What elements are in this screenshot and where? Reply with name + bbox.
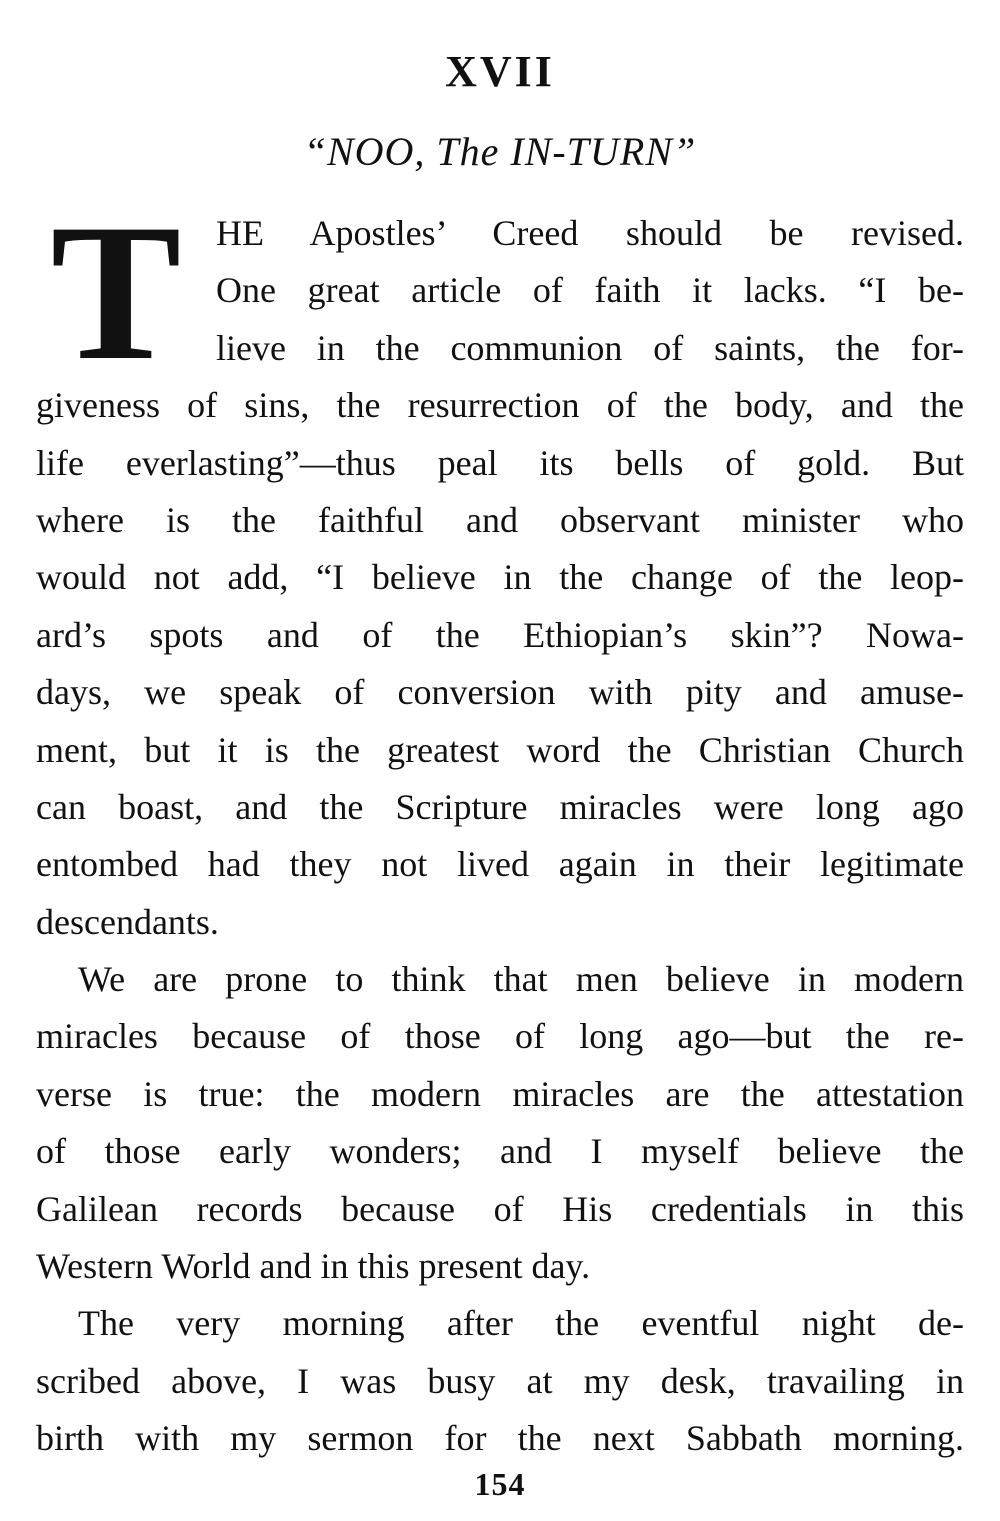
- chapter-title: “NOO, The IN-TURN”: [303, 129, 697, 174]
- text-line: One great article of faith it lacks. “I be-: [216, 270, 964, 311]
- text-line: Galilean records because of His credentials in this: [36, 1188, 964, 1229]
- text-line: life everlasting”—thus peal its bells of gold. But: [36, 442, 964, 483]
- text-line: would not add, “I believe in the change of the leop-: [36, 557, 964, 598]
- paragraph-2: [36, 951, 964, 1295]
- text-line: miracles because of those of long ago—but the re-: [36, 1016, 964, 1057]
- text-line: where is the faithful and observant minister who: [36, 499, 964, 540]
- text-line: We are prone to think that men believe in modern: [78, 959, 964, 1000]
- text-line: descendants.: [36, 901, 219, 942]
- text-line: can boast, and the Scripture miracles were long ago: [36, 786, 964, 827]
- body-text: [36, 184, 964, 1468]
- text-line: ment, but it is the greatest word the Christian Church: [36, 729, 964, 770]
- text-line: giveness of sins, the resurrection of the body, and the: [36, 385, 964, 426]
- chapter-number: XVII: [445, 47, 555, 96]
- text-line: entombed had they not lived again in their legitimate: [36, 844, 964, 885]
- text-line: lieve in the communion of saints, the for-: [216, 327, 964, 368]
- text-line: ard’s spots and of the Ethiopian’s skin”? Nowa-: [36, 614, 964, 655]
- drop-cap: T: [50, 184, 182, 401]
- text-line: of those early wonders; and I myself believe the: [36, 1131, 964, 1172]
- page-number: 154: [474, 1466, 526, 1502]
- text-line: birth with my sermon for the next Sabbath morning.: [36, 1418, 964, 1459]
- text-line: The very morning after the eventful night de-: [78, 1303, 964, 1344]
- text-line: HE Apostles’ Creed should be revised.: [216, 213, 964, 253]
- text-line: Western World and in this present day.: [36, 1246, 591, 1287]
- text-line: days, we speak of conversion with pity and amuse-: [36, 672, 964, 713]
- text-line: verse is true: the modern miracles are the attestation: [36, 1073, 964, 1114]
- text-line: scribed above, I was busy at my desk, travailing in: [36, 1360, 964, 1401]
- paragraph-3: [36, 1295, 964, 1467]
